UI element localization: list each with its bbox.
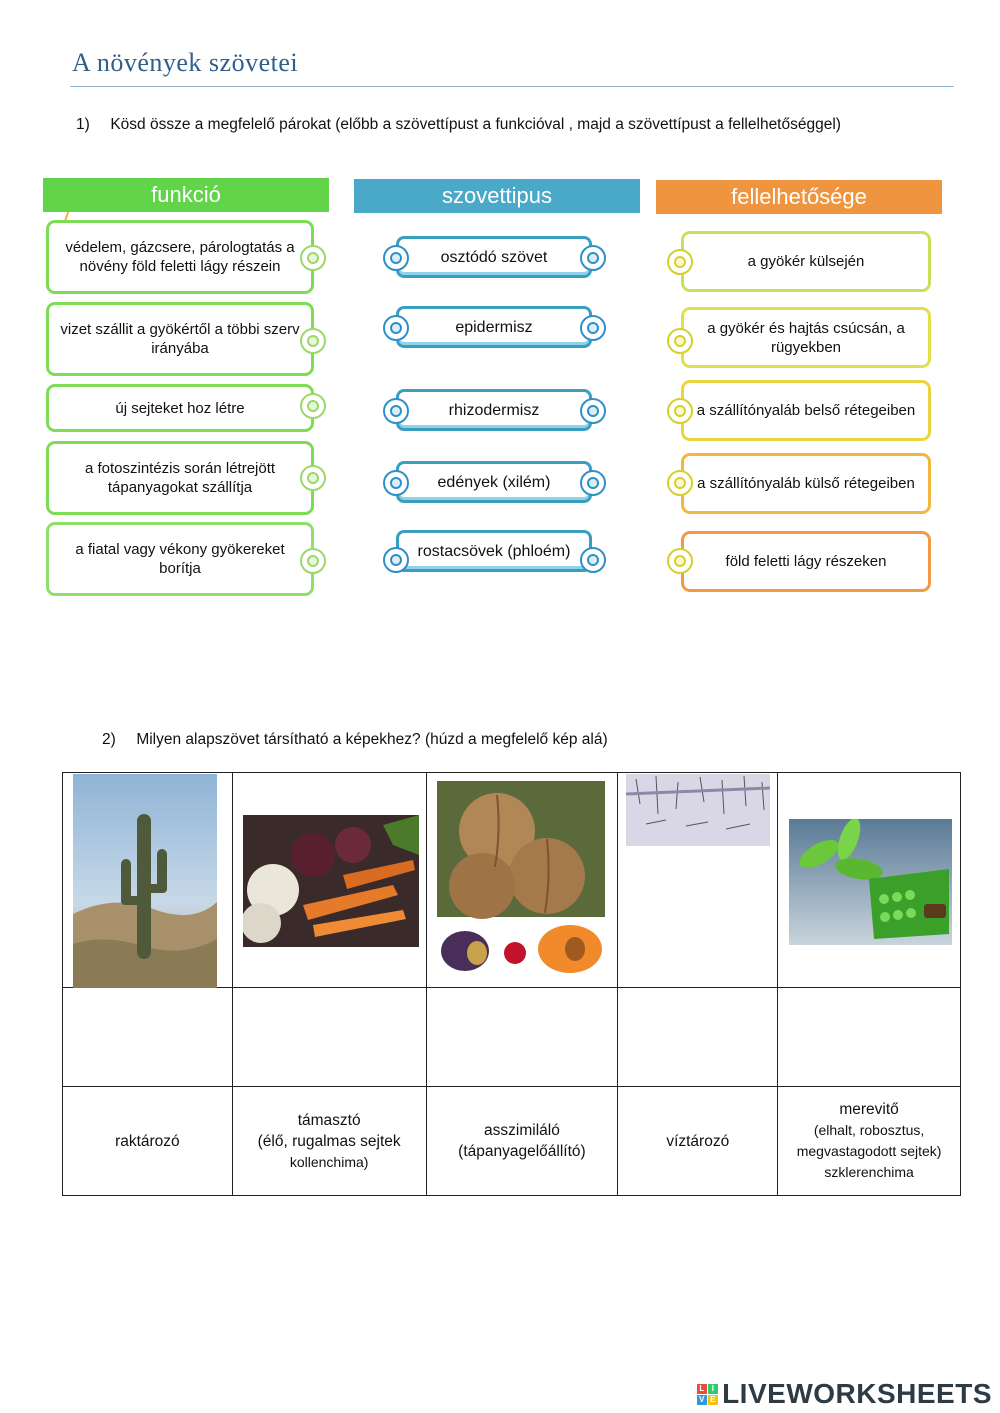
connector-handle-icon[interactable]: [667, 470, 693, 496]
connector-handle-icon[interactable]: [383, 547, 409, 573]
header-szovettipus: szovettipus: [354, 179, 640, 213]
cactus-photo: [73, 774, 217, 988]
label-line: kollenchima): [289, 1153, 369, 1170]
fellelhetoseg-text: föld feletti lágy részeken: [725, 553, 887, 570]
question-2-number: 2): [102, 731, 116, 748]
connector-handle-icon[interactable]: [383, 470, 409, 496]
connector-handle-icon[interactable]: [300, 548, 326, 574]
szovettipus-card[interactable]: [396, 530, 592, 572]
fellelhetoseg-text: a gyökér és hajtás csúcsán, a rügyekben: [707, 319, 905, 356]
draggable-label[interactable]: [63, 1087, 233, 1196]
connector-handle-icon[interactable]: [580, 398, 606, 424]
picture-cell: [63, 773, 233, 988]
connector-handle-icon[interactable]: [383, 245, 409, 271]
draggable-label[interactable]: [618, 1087, 778, 1196]
picture-cell: [618, 773, 778, 988]
fellelhetoseg-card[interactable]: [681, 231, 931, 292]
fellelhetoseg-text: a gyökér külsején: [747, 253, 865, 270]
brand-name: LIVEWORKSHEETS: [722, 1378, 992, 1409]
szovettipus-card[interactable]: [396, 389, 592, 431]
funkcio-text: új sejteket hoz létre: [115, 399, 245, 417]
draggable-label[interactable]: [426, 1087, 618, 1196]
liveworksheets-badge-icon: [697, 1384, 718, 1405]
szovettipus-card[interactable]: [396, 236, 592, 278]
logo-letter: I: [708, 1384, 718, 1394]
logo-letter: V: [697, 1395, 707, 1405]
fellelhetoseg-text: a szállítónyaláb belső rétegeiben: [696, 402, 916, 419]
funkcio-text: védelem, gázcsere, párologtatás a növény föld feletti lágy részein: [65, 239, 295, 275]
nuts-and-fruits-photo: [437, 781, 605, 981]
funkcio-card[interactable]: [46, 302, 314, 376]
logo-letter: L: [697, 1384, 707, 1394]
funkcio-card[interactable]: [46, 220, 314, 294]
funkcio-text: vizet szállit a gyökértől a többi szerv irányába: [60, 321, 300, 357]
fellelhetoseg-card[interactable]: [681, 380, 931, 441]
fellelhetoseg-card[interactable]: [681, 531, 931, 592]
label-line: (elhalt, robosztus,: [813, 1122, 925, 1138]
funkcio-card[interactable]: [46, 522, 314, 596]
page-title: A növények szövetei: [72, 48, 299, 77]
question-2: [102, 731, 608, 749]
szovettipus-card[interactable]: [396, 306, 592, 348]
connector-handle-icon[interactable]: [667, 249, 693, 275]
szovettipus-card[interactable]: [396, 461, 592, 503]
szovettipus-text: rostacsövek (phloém): [417, 542, 571, 560]
label-line: víztározó: [666, 1132, 730, 1150]
szovettipus-text: rhizodermisz: [448, 401, 540, 419]
connector-handle-icon[interactable]: [300, 465, 326, 491]
header-fellelhetosege: fellelhetősége: [656, 180, 942, 214]
label-line: merevitő: [839, 1101, 899, 1118]
connector-handle-icon[interactable]: [580, 547, 606, 573]
connector-handle-icon[interactable]: [300, 393, 326, 419]
draggable-label[interactable]: [232, 1087, 426, 1196]
drop-target-cell[interactable]: [778, 988, 961, 1087]
picture-cell: [232, 773, 426, 988]
connector-handle-icon[interactable]: [667, 548, 693, 574]
connector-handle-icon[interactable]: [580, 245, 606, 271]
connector-handle-icon[interactable]: [383, 315, 409, 341]
fellelhetoseg-text: a szállítónyaláb külső rétegeiben: [697, 475, 915, 492]
picture-cell: [778, 773, 961, 988]
connector-handle-icon[interactable]: [383, 398, 409, 424]
funkcio-text: a fiatal vagy vékony gyökereket borítja: [75, 541, 285, 577]
funkcio-card[interactable]: [46, 384, 314, 432]
connector-handle-icon[interactable]: [580, 315, 606, 341]
draggable-label[interactable]: [778, 1087, 961, 1196]
picture-table: [62, 772, 961, 1196]
tissue-micrograph: [626, 774, 770, 846]
liveworksheets-logo: [697, 1378, 992, 1410]
question-1-number: 1): [76, 116, 90, 133]
drop-target-cell[interactable]: [618, 988, 778, 1087]
fellelhetoseg-card[interactable]: [681, 307, 931, 368]
logo-letter: E: [708, 1395, 718, 1405]
question-1: [76, 116, 841, 134]
funkcio-card[interactable]: [46, 441, 314, 515]
drop-target-cell[interactable]: [63, 988, 233, 1087]
label-line: (élő, rugalmas sejtek: [257, 1132, 401, 1150]
connector-handle-icon[interactable]: [580, 470, 606, 496]
szovettipus-text: epidermisz: [455, 318, 533, 336]
vegetables-photo: [243, 815, 419, 947]
connector-handle-icon[interactable]: [300, 328, 326, 354]
fellelhetoseg-card[interactable]: [681, 453, 931, 514]
question-2-text: Milyen alapszövet társítható a képekhez? (húzd a megfelelő kép alá): [136, 731, 608, 748]
connector-handle-icon[interactable]: [300, 245, 326, 271]
label-line: szklerenchima: [824, 1164, 914, 1180]
connector-handle-icon[interactable]: [667, 398, 693, 424]
label-line: raktározó: [115, 1132, 180, 1150]
picture-cell: [426, 773, 618, 988]
header-funkcio: funkció: [43, 178, 329, 212]
label-line: megvastagodott sejtek): [796, 1143, 942, 1159]
question-1-text: Kösd össze a megfelelő párokat (előbb a szövettípust a funkcióval , majd a szövettípust a fellelhetőséggel): [110, 116, 841, 133]
drop-target-cell[interactable]: [426, 988, 618, 1087]
label-line: (tápanyagelőállító): [458, 1143, 586, 1160]
title-divider: [70, 86, 954, 87]
label-line: asszimiláló: [484, 1122, 560, 1139]
leaf-tissue-illustration: [789, 819, 952, 945]
funkcio-text: a fotoszintézis során létrejött tápanyagokat szállítja: [84, 460, 276, 496]
drop-target-cell[interactable]: [232, 988, 426, 1087]
szovettipus-text: edények (xilém): [437, 473, 551, 491]
label-line: támasztó: [297, 1111, 361, 1129]
connector-handle-icon[interactable]: [667, 328, 693, 354]
szovettipus-text: osztódó szövet: [440, 248, 548, 266]
